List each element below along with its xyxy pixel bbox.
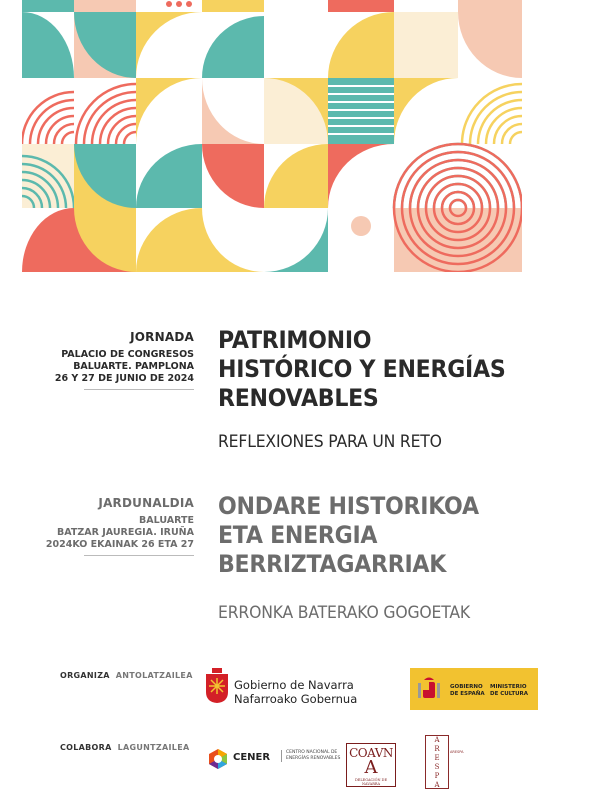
organiza-label [60,671,193,680]
navarra-shield-icon [205,668,229,708]
organiza-label-es: ORGANIZA [60,671,110,680]
coavn-subtitle: DELEGACIÓN DE NAVARRA [354,778,388,786]
es-venue-line-1: PALACIO DE CONGRESOS [61,349,194,360]
cener-sub-line-1: CENTRO NACIONAL DE [286,750,338,755]
arespa-name: ARESPA [450,750,464,754]
arespa-mark-icon: A R E S P A [434,736,440,789]
coavn-name: COAVN [349,746,393,760]
navarra-name-es: Gobierno de Navarra [234,678,354,692]
cener-subtitle [281,750,340,762]
coavn-mark-icon: A [364,757,378,778]
cener-logo-icon [207,748,229,774]
gobierno-line-2: DE ESPAÑA [450,691,485,697]
eu-title-line-3: BERRIZTAGARRIAK [218,550,447,578]
ministerio-text [490,684,528,698]
eu-subtitle: ERRONKA BATERAKO GOGOETAK [218,603,470,623]
eu-title [218,492,479,579]
eu-event-type: JARDUNALDIA [98,496,194,510]
navarra-logo-text [234,678,357,706]
eu-date: 2024KO EKAINAK 26 ETA 27 [45,539,194,550]
gobierno-espana-text [450,684,485,698]
es-divider [84,389,194,390]
navarra-name-eu: Nafarroako Gobernua [234,692,358,706]
eu-venue-line-1: BALUARTE [139,515,194,526]
eu-title-line-2: ETA ENERGIA [218,521,378,549]
cener-sub-line-2: ENERGÍAS RENOVABLES [286,756,341,761]
eu-venue-line-2: BATZAR JAUREGIA. IRUÑA [57,527,194,538]
arespa-logo [425,735,449,789]
colabora-label [60,743,189,752]
ministerio-cultura-logo [410,668,538,710]
es-title-line-1: PATRIMONIO [218,326,372,354]
es-date: 26 Y 27 DE JUNIO DE 2024 [54,373,194,384]
es-title-line-2: HISTÓRICO Y ENERGÍAS [218,355,506,383]
es-venue-line-2: BALUARTE. PAMPLONA [73,361,194,372]
cener-name: CENER [233,752,271,763]
colabora-label-es: COLABORA [60,743,112,752]
organiza-label-eu: ANTOLATZAILEA [115,671,193,680]
pattern-artwork [22,0,522,272]
hero-geometric-pattern [22,0,522,272]
es-event-meta [14,330,194,390]
gobierno-line-1: GOBIERNO [450,684,483,690]
eu-title-line-1: ONDARE HISTORIKOA [218,492,479,520]
es-title-line-3: RENOVABLES [218,384,379,412]
es-title [218,326,505,413]
ministerio-line-2: DE CULTURA [490,691,529,697]
eu-event-meta [14,496,194,556]
eu-divider [84,555,194,556]
colabora-label-eu: LAGUNTZAILEA [117,743,190,752]
spain-coat-of-arms-icon [414,674,444,704]
es-subtitle: REFLEXIONES PARA UN RETO [218,432,442,452]
coavn-logo [346,743,396,787]
es-event-type: JORNADA [130,330,194,344]
ministerio-line-1: MINISTERIO [490,684,527,690]
